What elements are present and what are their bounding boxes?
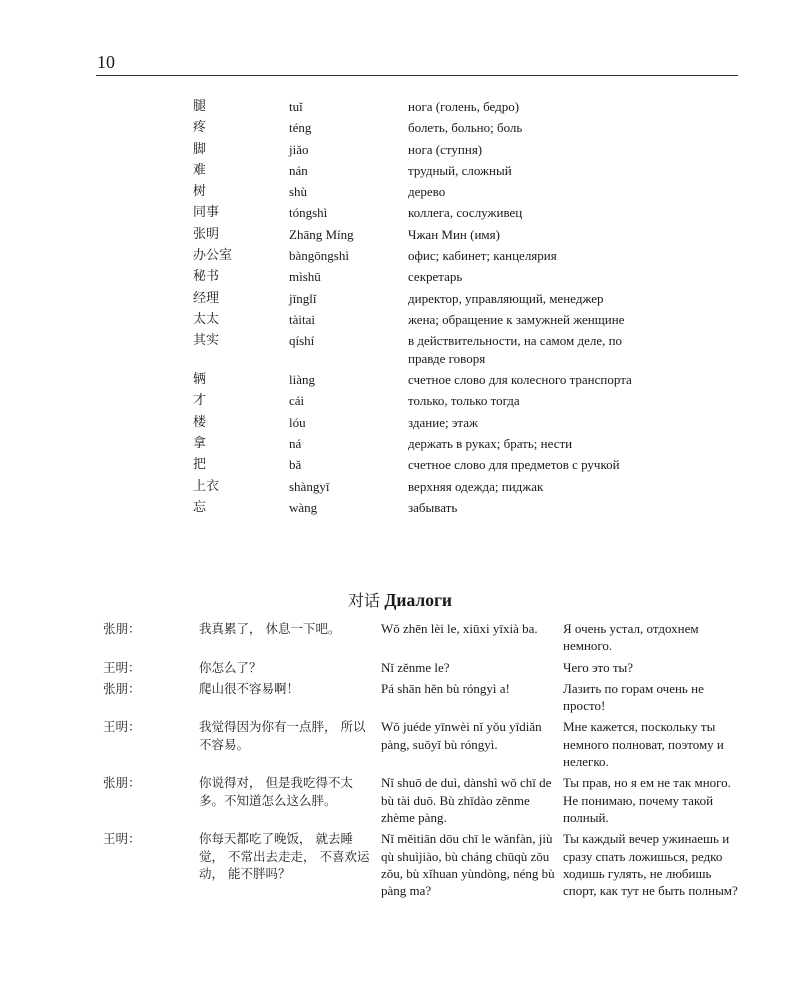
- dialogue-pinyin: Wǒ zhēn lèi le, xiūxi yīxià ba.: [381, 621, 538, 636]
- vocab-hanzi: 腿: [193, 99, 207, 114]
- vocab-russian: счетное слово для предметов с ручкой: [408, 457, 620, 473]
- vocab-russian: коллега, сослуживец: [408, 205, 523, 221]
- dialogue-pinyin: Nǐ zěnme le?: [381, 659, 450, 675]
- vocab-row: [193, 98, 663, 116]
- vocab-russian: директор, управляющий, менеджер: [408, 290, 604, 306]
- vocab-russian: офис; кабинет; канцелярия: [408, 248, 557, 264]
- vocab-pinyin: shàngyī: [289, 478, 330, 494]
- dialogue-russian: Мне кажется, поскольку ты немного полноват, поэтому и нелегко.: [563, 719, 724, 770]
- vocab-russian: Чжан Мин (имя): [408, 226, 500, 242]
- dialogue-chinese: 爬山很不容易啊！: [199, 680, 300, 696]
- vocab-hanzi: 才: [193, 393, 207, 409]
- dialogue-row: [103, 774, 743, 826]
- vocab-hanzi: 疼: [193, 120, 207, 136]
- vocab-pinyin: ná: [289, 435, 302, 451]
- dialogue-row: [103, 620, 743, 655]
- vocab-russian: секретарь: [408, 269, 463, 285]
- vocab-row: [193, 332, 663, 367]
- vocab-pinyin: tuǐ: [289, 99, 303, 114]
- vocab-russian: трудный, сложный: [408, 162, 512, 178]
- vocab-pinyin: tàitai: [289, 311, 315, 327]
- vocab-russian: здание; этаж: [408, 414, 479, 430]
- vocab-hanzi: 经理: [193, 290, 220, 306]
- vocab-russian: счетное слово для колесного транспорта: [408, 372, 632, 388]
- vocab-russian: болеть, больно; боль: [408, 120, 523, 136]
- vocab-pinyin: jiǎo: [289, 141, 309, 157]
- dialogue-pinyin: Nǐ měitiān dōu chī le wǎnfàn, jiù qù shuìjiào, bù cháng chūqù zǒu zǒu, bù xǐhuan yùndòng, néng bù pàng ma?: [381, 831, 555, 899]
- page-number: 10: [97, 52, 115, 72]
- dialogue-speaker: 张朋：: [103, 775, 141, 791]
- vocab-pinyin: shù: [289, 184, 308, 200]
- header-rule: [96, 75, 738, 76]
- vocab-russian: верхняя одежда; пиджак: [408, 478, 544, 494]
- vocab-pinyin: liàng: [289, 372, 315, 388]
- vocab-hanzi: 张明: [193, 226, 220, 242]
- vocab-hanzi: 太太: [193, 311, 220, 327]
- vocab-hanzi: 辆: [193, 372, 207, 388]
- dialogue-speaker: 张朋：: [103, 621, 141, 636]
- vocab-pinyin: nán: [289, 162, 308, 178]
- vocab-russian: дерево: [408, 184, 446, 200]
- vocab-row: [193, 141, 663, 159]
- vocab-hanzi: 难: [193, 162, 207, 178]
- vocab-row: [193, 371, 663, 389]
- vocab-hanzi: 树: [193, 184, 207, 200]
- vocab-pinyin: bàngōngshì: [289, 248, 349, 264]
- dialogue-russian: Ты прав, но я ем не так много. Не понимаю, почему такой полный.: [563, 775, 731, 825]
- dialogue-chinese: 你每天都吃了晚饭， 就去睡觉， 不常出去走走， 不喜欢运动， 能不胖吗？: [199, 831, 370, 881]
- vocab-russian: забывать: [408, 499, 458, 515]
- vocab-row: [193, 311, 663, 329]
- dialogue-speaker: 王明：: [103, 831, 141, 847]
- vocab-row: [193, 435, 663, 453]
- vocab-row: [193, 478, 663, 496]
- section-title-zh: 对话: [347, 591, 380, 610]
- dialogue-speaker: 张朋：: [103, 680, 141, 696]
- vocab-pinyin: bǎ: [289, 457, 302, 473]
- dialogue-chinese: 你说得对， 但是我吃得不太多。不知道怎么这么胖。: [199, 775, 353, 808]
- vocab-pinyin: lóu: [289, 414, 306, 430]
- vocab-row: [193, 268, 663, 286]
- vocab-pinyin: tóngshì: [289, 205, 328, 221]
- vocab-row: [193, 499, 663, 517]
- vocab-row: [193, 162, 663, 180]
- dialogue-row: [103, 680, 743, 715]
- vocab-hanzi: 上衣: [193, 478, 220, 494]
- vocab-row: [193, 247, 663, 265]
- vocab-row: [193, 290, 663, 308]
- dialogue-chinese: 我觉得因为你有一点胖， 所以不容易。: [199, 719, 366, 752]
- vocab-row: [193, 456, 663, 474]
- vocab-russian: нога (голень, бедро): [408, 99, 520, 114]
- dialogue-chinese: 你怎么了？: [199, 659, 262, 675]
- vocab-pinyin: mìshū: [289, 269, 321, 285]
- dialogue-pinyin: Pá shān hěn bù róngyì a!: [381, 680, 510, 696]
- vocab-russian: нога (ступня): [408, 141, 483, 157]
- dialogue-russian: Лазить по горам очень не просто!: [563, 680, 704, 714]
- vocab-russian: держать в руках; брать; нести: [408, 435, 573, 451]
- vocab-pinyin: cái: [289, 393, 305, 409]
- section-title-ru: Диалоги: [384, 590, 452, 610]
- dialogue-russian: Ты каждый вечер ужинаешь и сразу спать ложишься, редко ходишь гулять, не любишь спорт, как тут не быть полным?: [563, 831, 738, 899]
- dialogue-speaker: 王明：: [103, 719, 141, 735]
- dialogue-row: [103, 830, 743, 899]
- vocab-hanzi: 秘书: [193, 269, 220, 285]
- vocab-hanzi: 办公室: [193, 248, 233, 264]
- vocab-pinyin: jīnglǐ: [289, 290, 317, 306]
- dialogue-row: [103, 718, 743, 770]
- vocab-russian: в действительности, на самом деле, по правде говоря: [408, 333, 623, 366]
- vocab-row: [193, 119, 663, 137]
- vocab-pinyin: qíshí: [289, 333, 315, 349]
- dialogue-table: [103, 620, 743, 903]
- dialogue-row: [103, 659, 743, 676]
- dialogue-russian: Чего это ты?: [563, 659, 634, 675]
- vocab-pinyin: téng: [289, 120, 312, 136]
- dialogue-chinese: 我真累了， 休息一下吧。: [199, 621, 341, 636]
- vocab-russian: только, только тогда: [408, 393, 520, 409]
- vocab-row: [193, 226, 663, 244]
- vocab-row: [193, 414, 663, 432]
- dialogue-pinyin: Wǒ juéde yīnwèi nǐ yǒu yīdiǎn pàng, suǒyǐ bù róngyì.: [381, 719, 542, 752]
- vocab-hanzi: 同事: [193, 205, 220, 221]
- vocab-hanzi: 把: [193, 457, 207, 473]
- vocab-pinyin: wàng: [289, 499, 318, 515]
- vocab-row: [193, 392, 663, 410]
- vocab-hanzi: 拿: [193, 435, 207, 451]
- vocab-russian: жена; обращение к замужней женщине: [408, 311, 625, 327]
- vocabulary-table: [193, 98, 663, 520]
- dialogue-pinyin: Nǐ shuō de duì, dànshì wǒ chī de bù tài duō. Bù zhīdào zěnme zhème pàng.: [381, 775, 552, 825]
- vocab-pinyin: Zhāng Míng: [289, 226, 354, 242]
- vocab-hanzi: 脚: [193, 141, 207, 157]
- section-title: [0, 588, 800, 611]
- vocab-hanzi: 其实: [193, 333, 220, 349]
- vocab-row: [193, 183, 663, 201]
- vocab-row: [193, 204, 663, 222]
- vocab-hanzi: 忘: [193, 499, 207, 515]
- dialogue-russian: Я очень устал, отдохнем немного.: [563, 621, 699, 654]
- dialogue-speaker: 王明：: [103, 659, 141, 675]
- vocab-hanzi: 楼: [193, 414, 207, 430]
